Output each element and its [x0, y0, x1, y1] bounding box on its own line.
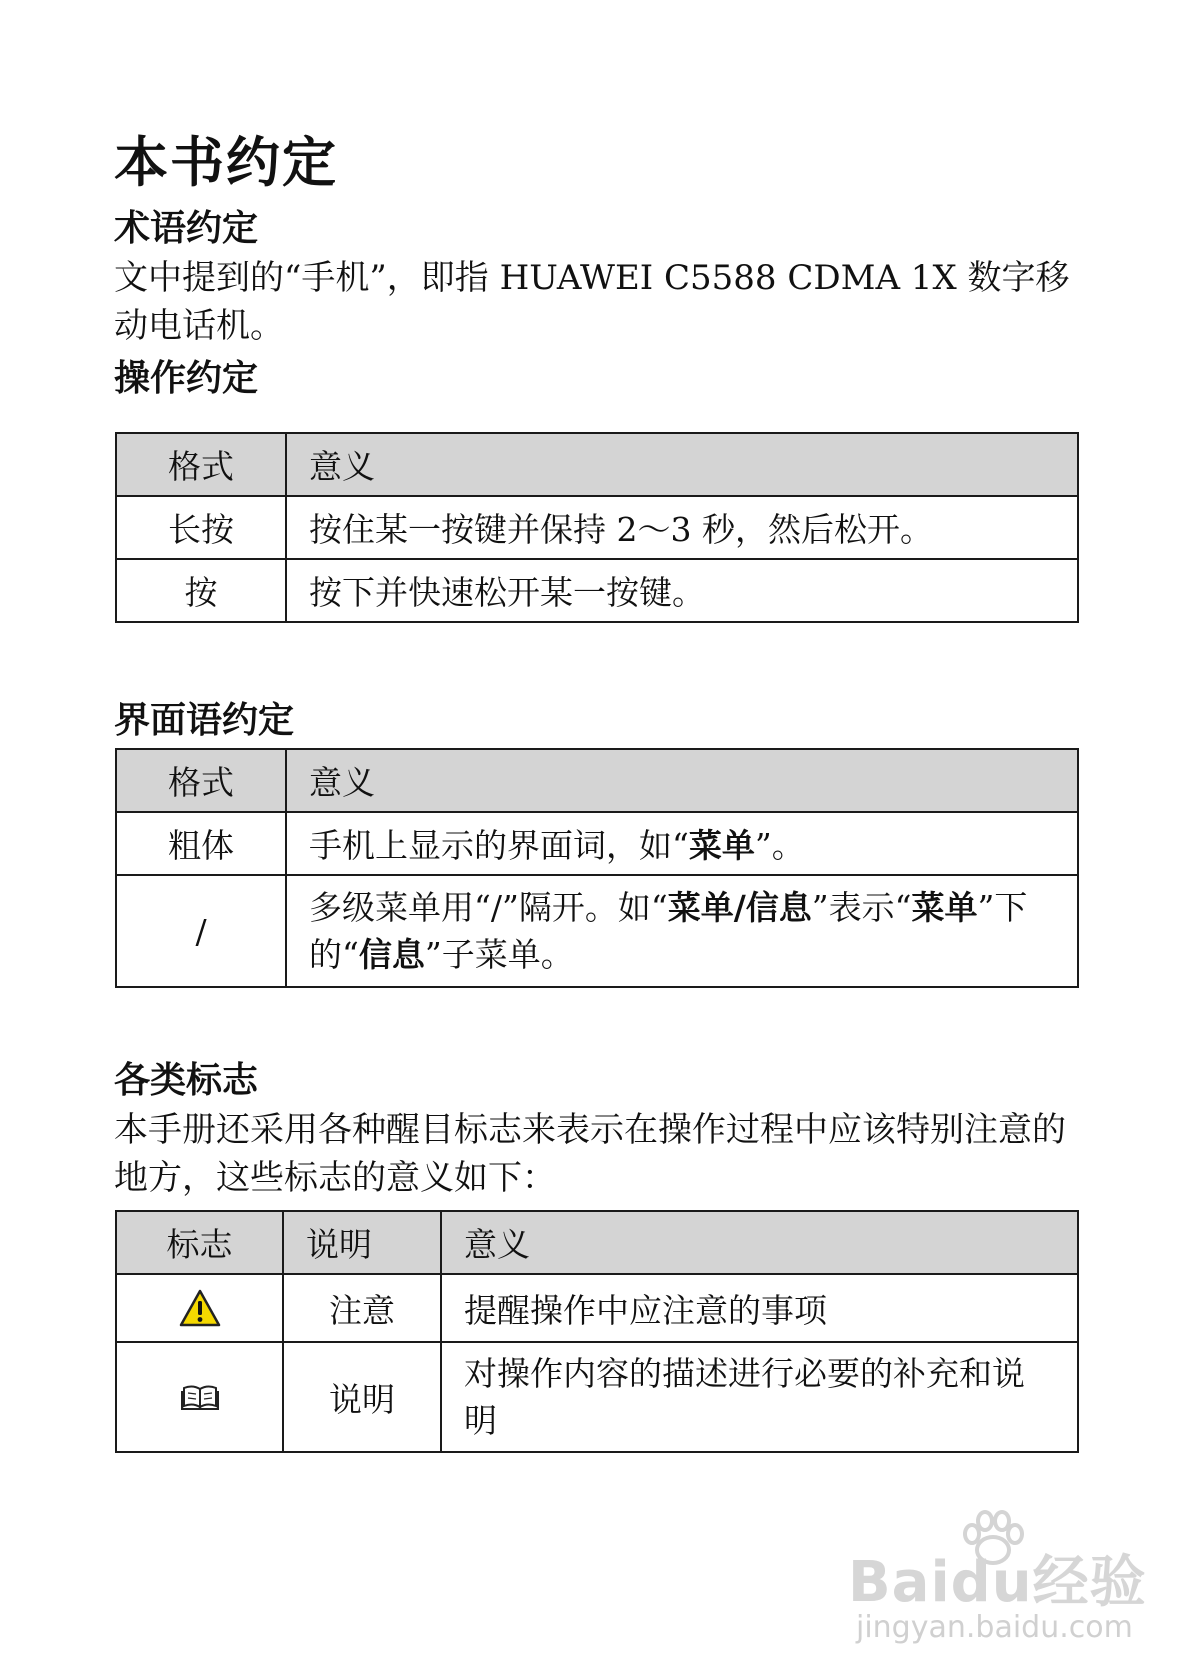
label-cell: 注意 — [283, 1274, 441, 1342]
table-row — [116, 496, 1078, 559]
watermark-logo: Baidu经验 — [848, 1550, 1147, 1615]
header-meaning: 意义 — [286, 749, 1078, 812]
table-row — [116, 559, 1078, 622]
baidu-watermark — [848, 1510, 1148, 1660]
operations-table — [115, 432, 1079, 623]
header-meaning: 意义 — [441, 1211, 1078, 1274]
ui-term-bold: 菜单/信息 — [667, 888, 812, 927]
sign-cell — [116, 1342, 283, 1452]
page-title: 本书约定 — [114, 131, 338, 194]
table-row — [116, 1342, 1078, 1452]
terms-text: 文中提到的“手机”，即指 HUAWEI C5588 CDMA 1X 数字移动电话机。 — [114, 258, 1070, 346]
ui-term-bold: 菜单 — [688, 826, 755, 865]
meaning-cell: 手机上显示的界面词，如“菜单”。 — [286, 812, 1078, 875]
meaning-cell: 按住某一按键并保持 2～3 秒，然后松开。 — [286, 496, 1078, 559]
interface-heading: 界面语约定 — [114, 700, 295, 741]
book-icon — [181, 1383, 219, 1411]
interface-table — [115, 748, 1079, 988]
header-sign: 标志 — [116, 1211, 283, 1274]
signs-table — [115, 1210, 1079, 1453]
header-format: 格式 — [116, 433, 286, 496]
format-cell: 长按 — [116, 496, 286, 559]
meaning-cell: 对操作内容的描述进行必要的补充和说明 — [441, 1342, 1078, 1452]
header-meaning: 意义 — [286, 433, 1078, 496]
table-row — [116, 1274, 1078, 1342]
table-header-row — [116, 433, 1078, 496]
meaning-cell: 多级菜单用“/”隔开。如“菜单/信息”表示“菜单”下的“信息”子菜单。 — [286, 875, 1078, 987]
watermark-url: jingyan.baidu.com — [856, 1610, 1133, 1645]
table-row — [116, 812, 1078, 875]
ui-term-bold: 菜单 — [911, 888, 978, 927]
format-cell: 按 — [116, 559, 286, 622]
terms-heading: 术语约定 — [114, 208, 259, 249]
table-row — [116, 875, 1078, 987]
meaning-cell: 提醒操作中应注意的事项 — [441, 1274, 1078, 1342]
meaning-cell: 按下并快速松开某一按键。 — [286, 559, 1078, 622]
operations-heading: 操作约定 — [114, 358, 259, 399]
warning-icon — [178, 1288, 222, 1328]
table-header-row — [116, 1211, 1078, 1274]
format-cell: 粗体 — [116, 812, 286, 875]
sign-cell — [116, 1274, 283, 1342]
signs-text: 本手册还采用各种醒目标志来表示在操作过程中应该特别注意的地方，这些标志的意义如下： — [114, 1110, 1066, 1198]
format-cell: / — [116, 875, 286, 987]
label-cell: 说明 — [283, 1342, 441, 1452]
header-format: 格式 — [116, 749, 286, 812]
ui-term-bold: 信息 — [358, 935, 425, 974]
signs-heading: 各类标志 — [114, 1060, 259, 1101]
table-header-row — [116, 749, 1078, 812]
header-label: 说明 — [283, 1211, 441, 1274]
